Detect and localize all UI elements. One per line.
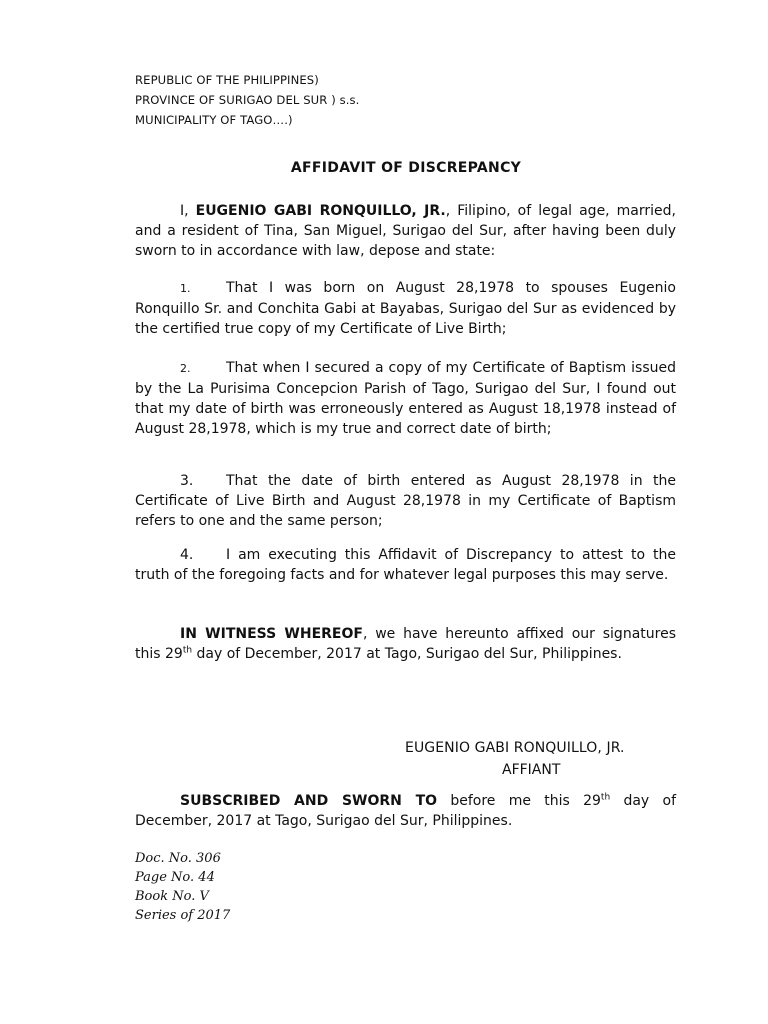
item-number: 1. <box>180 282 191 295</box>
list-item <box>135 358 676 439</box>
item-text: I am executing this Affidavit of Discrepancy to attest to the truth of the foregoing facts and for whatever legal purposes this may serve. <box>135 547 676 583</box>
item-number: 3. <box>180 473 194 489</box>
list-item <box>135 471 676 531</box>
list-item <box>135 278 676 339</box>
page-number: Page No. 44 <box>135 870 215 885</box>
item-number: 2. <box>180 362 191 375</box>
intro-lead: I, <box>180 203 196 219</box>
venue-block <box>135 70 359 130</box>
item-text: That the date of birth entered as August 28,1978 in the Certificate of Live Birth and August 28,1978 in my Certificate of Baptism refers to one and the same person; <box>135 473 676 529</box>
series-year: Series of 2017 <box>135 908 231 923</box>
document-title: AFFIDAVIT OF DISCREPANCY <box>290 160 522 176</box>
affiant-name-inline: EUGENIO GABI RONQUILLO, JR. <box>195 203 446 219</box>
witness-paragraph <box>135 624 676 664</box>
venue-line-municipality: MUNICIPALITY OF TAGO….) <box>135 113 293 127</box>
jurat-text-2: day of December, 2017 at Tago, Surigao del Sur, Philippines. <box>135 793 676 829</box>
witness-text-2: day of December, 2017 at Tago, Surigao del Sur, Philippines. <box>192 646 622 662</box>
intro-rest: , Filipino, of legal age, married, and a resident of Tina, San Miguel, Surigao del Sur, after having been duly sworn to in accordance with law, depose and state: <box>135 203 676 259</box>
jurat-lead: SUBSCRIBED AND SWORN TO <box>180 793 438 809</box>
affiant-label: AFFIANT <box>502 762 561 778</box>
book-number: Book No. V <box>135 889 209 904</box>
witness-lead: IN WITNESS WHEREOF <box>180 626 363 642</box>
item-text: That when I secured a copy of my Certificate of Baptism issued by the La Purisima Concepcion Parish of Tago, Surigao del Sur, I found out that my date of birth was erroneously entered as August 18,1978 instead of August 28,1978, which is my true and correct date of birth; <box>135 360 676 437</box>
witness-text-1: , we have hereunto affixed our signatures this 29 <box>135 626 676 662</box>
item-number: 4. <box>180 547 194 563</box>
list-item <box>135 545 676 585</box>
witness-ordinal: th <box>182 645 193 656</box>
item-text: That I was born on August 28,1978 to spouses Eugenio Ronquillo Sr. and Conchita Gabi at Bayabas, Surigao del Sur as evidenced by the certified true copy of my Certificate of Live Birth; <box>135 280 676 337</box>
notarial-register <box>135 849 230 925</box>
jurat-ordinal: th <box>600 792 611 803</box>
venue-line-republic: REPUBLIC OF THE PHILIPPINES) <box>135 73 319 87</box>
jurat-text-1: before me this 29 <box>437 793 601 809</box>
doc-number: Doc. No. 306 <box>135 851 221 866</box>
intro-paragraph <box>135 201 676 261</box>
venue-line-province: PROVINCE OF SURIGAO DEL SUR ) s.s. <box>135 93 360 107</box>
affiant-signature-name: EUGENIO GABI RONQUILLO, JR. <box>405 740 625 756</box>
jurat-paragraph <box>135 791 676 831</box>
